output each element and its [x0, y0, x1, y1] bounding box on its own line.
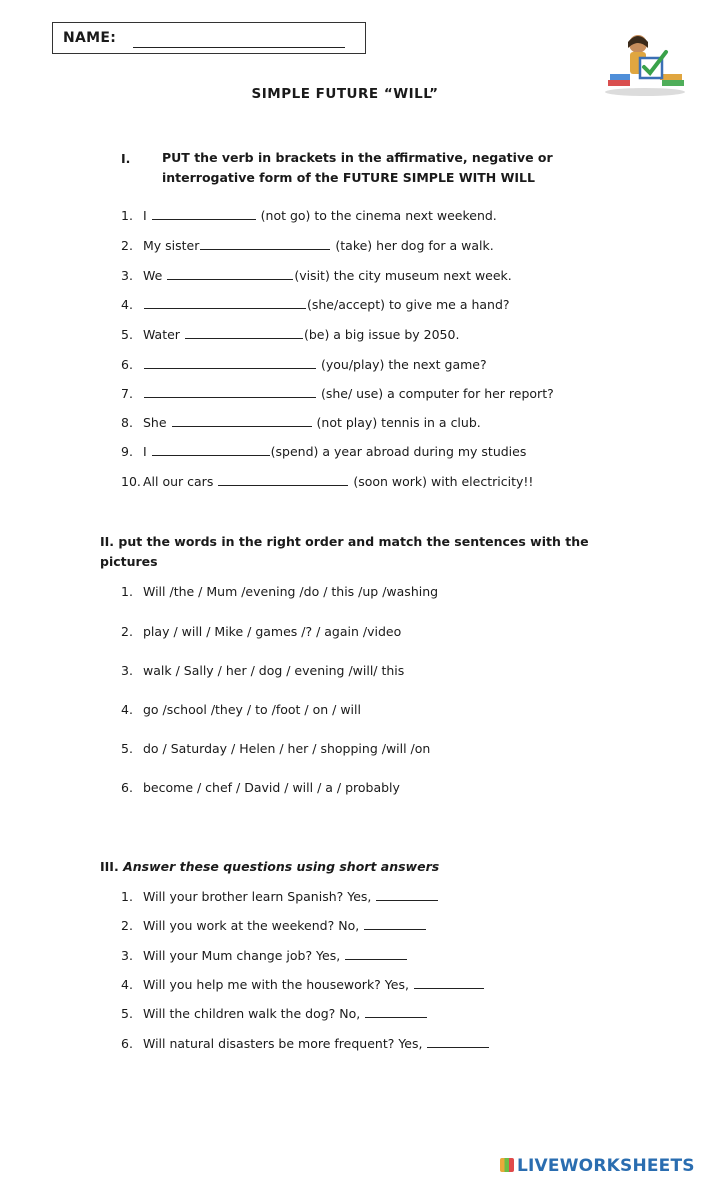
section3-item	[121, 1006, 428, 1021]
item-number: 3.	[121, 663, 133, 678]
section1-item	[121, 238, 494, 253]
section1-item	[121, 415, 481, 430]
item-text-before: I	[143, 208, 147, 223]
section1-item	[121, 268, 512, 283]
section3-item	[121, 977, 485, 992]
item-text: Will natural disasters be more frequent? Yes,	[143, 1036, 423, 1051]
item-number: 7.	[121, 386, 133, 401]
answer-blank[interactable]	[152, 208, 256, 220]
section1-instruction-line1: PUT the verb in brackets in the affirmative, negative or	[162, 150, 553, 165]
section2-item	[121, 624, 401, 639]
item-number: 6.	[121, 357, 133, 372]
section1-number: I.	[121, 151, 131, 166]
item-text-after: (you/play) the next game?	[320, 357, 487, 372]
answer-blank[interactable]	[172, 415, 312, 427]
answer-blank[interactable]	[414, 977, 484, 989]
item-number: 2.	[121, 238, 133, 253]
item-text: become / chef / David / will / a / probably	[143, 780, 400, 795]
item-number: 5.	[121, 327, 133, 342]
section3-item	[121, 1036, 490, 1051]
section3-item	[121, 918, 427, 933]
answer-blank[interactable]	[144, 357, 316, 369]
section2-item	[121, 780, 400, 795]
section1-item	[121, 444, 526, 459]
answer-blank[interactable]	[376, 889, 438, 901]
section2-item	[121, 702, 361, 717]
item-text: do / Saturday / Helen / her / shopping /will /on	[143, 741, 431, 756]
answer-blank[interactable]	[218, 474, 348, 486]
answer-blank[interactable]	[144, 297, 306, 309]
item-text: Will you work at the weekend? No,	[143, 918, 360, 933]
section2-item	[121, 584, 438, 599]
item-text-before: All our cars	[143, 474, 214, 489]
item-number: 3.	[121, 948, 133, 963]
item-text-after: (she/accept) to give me a hand?	[307, 297, 510, 312]
item-text-before: I	[143, 444, 147, 459]
item-number: 5.	[121, 1006, 133, 1021]
item-text: Will /the / Mum /evening /do / this /up /washing	[143, 584, 439, 599]
section3-instruction	[100, 857, 439, 877]
item-text-after: (soon work) with electricity!!	[353, 474, 534, 489]
section2-item	[121, 663, 404, 678]
item-text: Will your brother learn Spanish? Yes,	[143, 889, 372, 904]
item-text: Will your Mum change job? Yes,	[143, 948, 341, 963]
liveworksheets-brand[interactable]	[500, 1156, 695, 1176]
name-box	[52, 22, 366, 54]
section1-item	[121, 327, 459, 342]
section1-item	[121, 297, 510, 312]
answer-blank[interactable]	[200, 238, 330, 250]
liveworksheets-logo-icon	[500, 1158, 514, 1172]
item-number: 10.	[121, 474, 141, 489]
answer-blank[interactable]	[144, 386, 316, 398]
item-text-after: (not go) to the cinema next weekend.	[260, 208, 497, 223]
answer-blank[interactable]	[345, 948, 407, 960]
section3-item	[121, 889, 439, 904]
item-text-before: Water	[143, 327, 180, 342]
item-number: 5.	[121, 741, 133, 756]
item-number: 6.	[121, 780, 133, 795]
item-text-after: (spend) a year abroad during my studies	[270, 444, 527, 459]
section2-instruction-line1: II. put the words in the right order and match the sentences with the	[100, 534, 589, 549]
answer-blank[interactable]	[365, 1006, 427, 1018]
section1-item	[121, 386, 554, 401]
section3-item	[121, 948, 408, 963]
item-text: play / will / Mike / games /? / again /video	[143, 624, 402, 639]
item-number: 9.	[121, 444, 133, 459]
item-number: 2.	[121, 918, 133, 933]
item-number: 1.	[121, 584, 133, 599]
item-text-before: We	[143, 268, 163, 283]
item-text-after: (not play) tennis in a club.	[316, 415, 481, 430]
answer-blank[interactable]	[185, 327, 303, 339]
item-text-before: She	[143, 415, 167, 430]
section1-item	[121, 208, 497, 223]
answer-blank[interactable]	[152, 444, 270, 456]
item-text-after: (take) her dog for a walk.	[335, 238, 494, 253]
item-number: 1.	[121, 208, 133, 223]
item-number: 4.	[121, 977, 133, 992]
item-number: 4.	[121, 702, 133, 717]
section3-instruction-text: Answer these questions using short answers	[123, 859, 440, 874]
brand-text: LIVEWORKSHEETS	[517, 1156, 695, 1176]
item-text: go /school /they / to /foot / on / will	[143, 702, 361, 717]
answer-blank[interactable]	[167, 268, 293, 280]
item-text: Will you help me with the housework? Yes,	[143, 977, 409, 992]
item-number: 8.	[121, 415, 133, 430]
item-number: 1.	[121, 889, 133, 904]
answer-blank[interactable]	[427, 1036, 489, 1048]
item-number: 6.	[121, 1036, 133, 1051]
section1-item	[121, 357, 487, 372]
name-input-line[interactable]	[133, 47, 345, 48]
item-number: 4.	[121, 297, 133, 312]
section2-item	[121, 741, 430, 756]
item-number: 3.	[121, 268, 133, 283]
item-text-after: (be) a big issue by 2050.	[303, 327, 460, 342]
section3-number: III.	[100, 859, 119, 874]
name-label: NAME:	[63, 30, 117, 46]
section1-item	[121, 474, 533, 489]
section2-instruction-line2: pictures	[100, 554, 158, 569]
item-text-after: (she/ use) a computer for her report?	[320, 386, 554, 401]
item-text: walk / Sally / her / dog / evening /will/ this	[143, 663, 405, 678]
item-number: 2.	[121, 624, 133, 639]
page-title: SIMPLE FUTURE “WILL”	[251, 86, 439, 102]
item-text-before: My sister	[143, 238, 200, 253]
answer-blank[interactable]	[364, 918, 426, 930]
item-text-after: (visit) the city museum next week.	[294, 268, 512, 283]
section1-instruction-line2: interrogative form of the FUTURE SIMPLE WITH WILL	[162, 170, 535, 185]
item-text: Will the children walk the dog? No,	[143, 1006, 361, 1021]
